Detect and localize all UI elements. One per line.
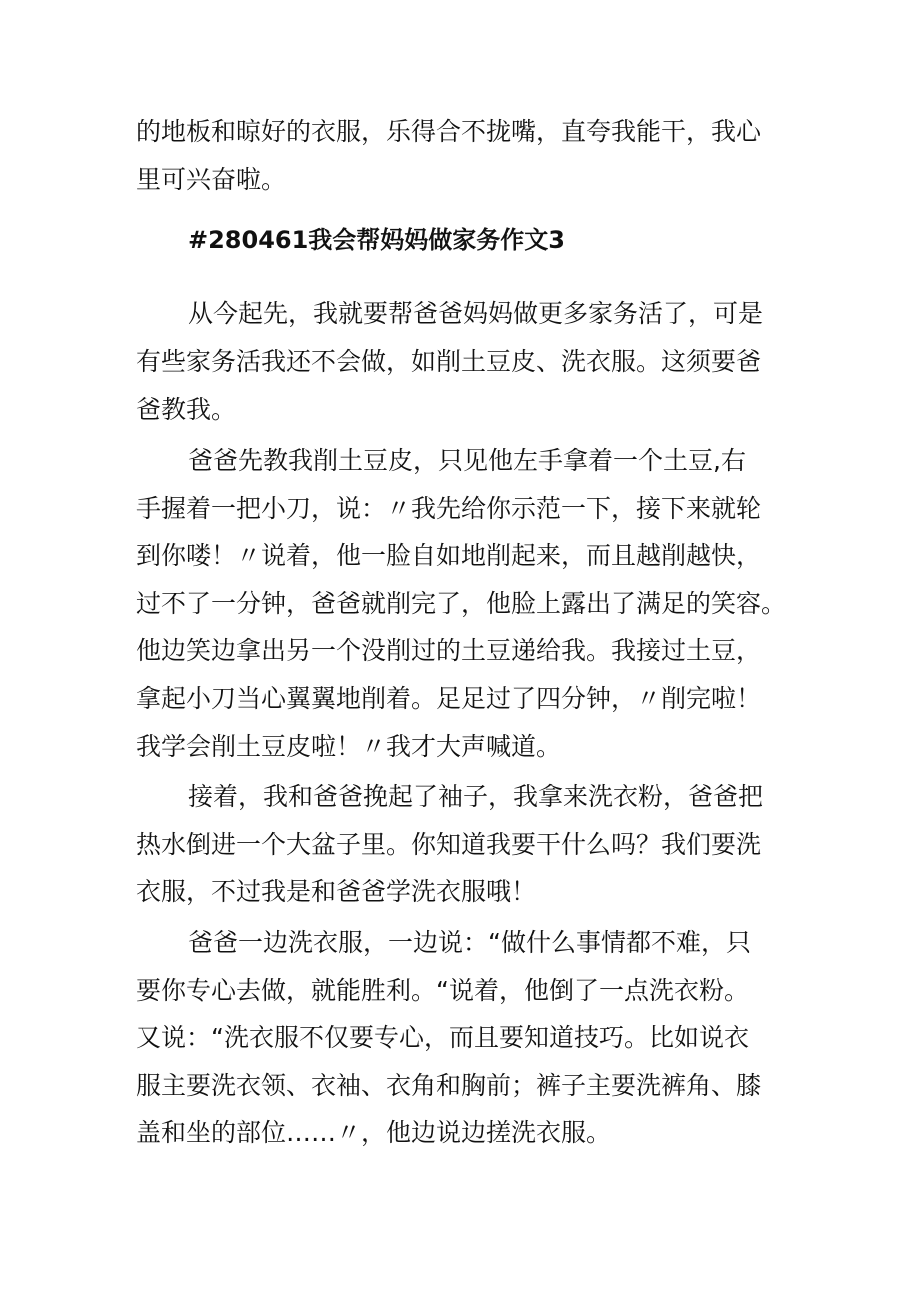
text-line: 里可兴奋啦。	[136, 165, 287, 194]
text-line: 我学会削土豆皮啦！〃我才大声喊道。	[136, 732, 562, 761]
text-line: 爸爸先教我削土豆皮，只见他左手拿着一个土豆,右	[188, 446, 746, 475]
text-line: 手握着一把小刀，说：〃我先给你示范一下，接下来就轮	[136, 494, 762, 523]
text-line: 服主要洗衣领、衣袖、衣角和胸前；裤子主要洗裤角、膝	[136, 1071, 762, 1100]
text-line: 衣服，不过我是和爸爸学洗衣服哦！	[136, 877, 537, 906]
text-line: 拿起小刀当心翼翼地削着。足足过了四分钟，〃削完啦！	[136, 684, 762, 713]
text-line: 接着，我和爸爸挽起了袖子，我拿来洗衣粉，爸爸把	[188, 782, 764, 811]
text-line: 过不了一分钟，爸爸就削完了，他脸上露出了满足的笑容。	[136, 589, 787, 618]
text-line: 的地板和晾好的衣服，乐得合不拢嘴，直夸我能干，我心	[136, 117, 762, 146]
text-line: 爸爸一边洗衣服，一边说：“做什么事情都不难，只	[188, 928, 751, 957]
essay-heading: #280461我会帮妈妈做家务作文3	[188, 226, 566, 254]
text-line: 要你专心去做，就能胜利。“说着，他倒了一点洗衣粉。	[136, 976, 749, 1005]
text-line: 热水倒进一个大盆子里。你知道我要干什么吗？我们要洗	[136, 830, 762, 859]
text-line: 盖和坐的部位……〃，他边说边搓洗衣服。	[136, 1118, 612, 1147]
text-line: 从今起先，我就要帮爸爸妈妈做更多家务活了，可是	[188, 299, 764, 328]
text-line: 又说：“洗衣服不仅要专心，而且要知道技巧。比如说衣	[136, 1023, 749, 1052]
text-line: 到你喽！〃说着，他一脸自如地削起来，而且越削越快，	[136, 541, 762, 570]
text-line: 爸教我。	[136, 395, 237, 424]
text-line: 有些家务活我还不会做，如削土豆皮、洗衣服。这须要爸	[136, 347, 762, 376]
text-line: 他边笑边拿出另一个没削过的土豆递给我。我接过土豆，	[136, 636, 762, 665]
